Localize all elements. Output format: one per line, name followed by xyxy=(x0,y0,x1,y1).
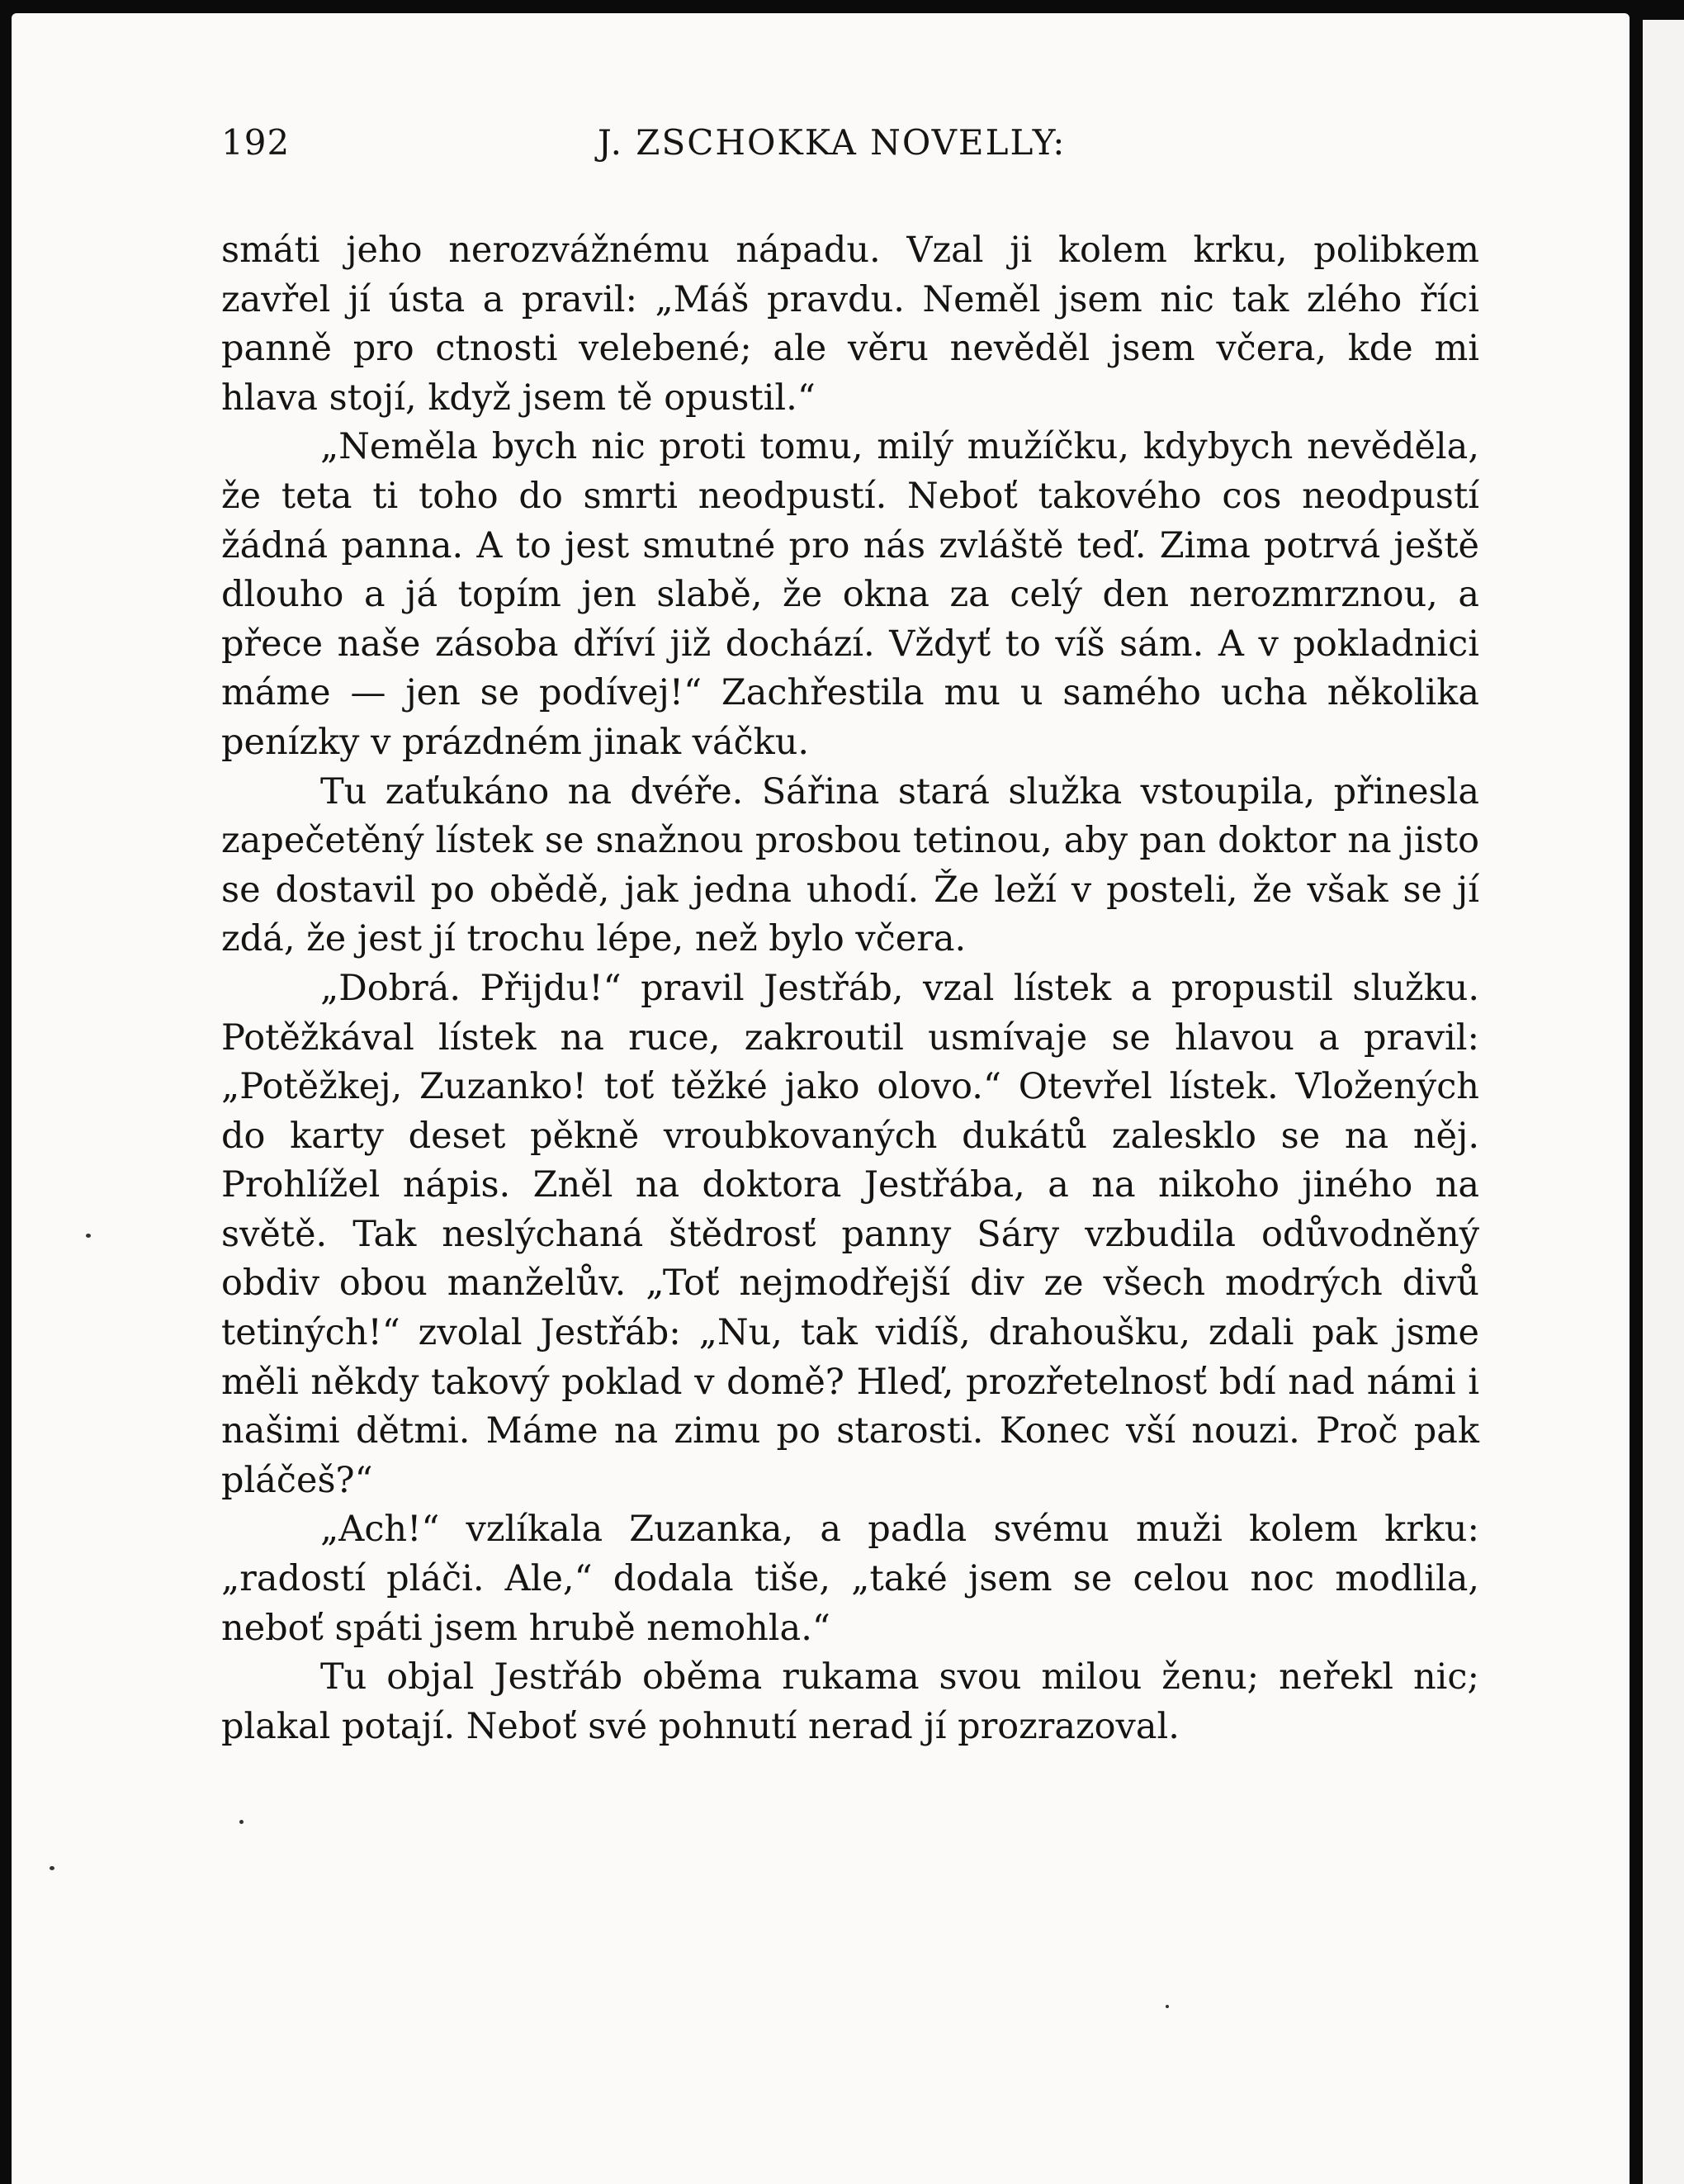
paragraph: Tu objal Jestřáb oběma rukama svou milou ženu; neřekl nic; plakal potají. Neboť své pohnutí nerad jí prozrazoval. xyxy=(221,1656,1479,1747)
scan-speck xyxy=(239,1820,244,1824)
page-number: 192 xyxy=(221,122,291,163)
paragraph: „Ach!“ vzlíkala Zuzanka, a padla svému muži kolem krku: „radostí pláči. Ale,“ dodala tiše, „také jsem se celou noc modlila, neboť spáti jsem hrubě nemohla.“ xyxy=(221,1509,1479,1649)
paragraph: smáti jeho nerozvážnému nápadu. Vzal ji kolem krku, polibkem zavřel jí ústa a pravil: „Máš pravdu. Neměl jsem nic tak zlého říci panně pro ctnosti velebené; ale věru nevěděl jsem včera, kde mi hlava stojí, když jsem tě opustil.“ xyxy=(221,230,1479,419)
scan-speck xyxy=(1166,2005,1169,2008)
paragraph: Tu zaťukáno na dvéře. Sářina stará služka vstoupila, přinesla zapečetěný lístek se snažnou prosbou tetinou, aby pan doktor na jisto se dostavil po obědě, jak jedna uhodí. Že leží v posteli, že však se jí zdá, že jest jí trochu lépe, než bylo včera. xyxy=(221,770,1479,960)
paragraph: „Neměla bych nic proti tomu, milý mužíčku, kdybych nevěděla, že teta ti toho do smrti neodpustí. Neboť takového cos neodpustí žádná panna. A to jest smutné pro nás zvláště teď. Zima potrvá ještě dlouho a já topím jen slabě, že okna za celý den nerozmrznou, a přece naše zásoba dříví již dochází. Vždyť to víš sám. A v pokladnici máme — jen se podívej!“ Zachřestila mu u samého ucha několika penízky v prázdném jinak váčku. xyxy=(221,426,1479,763)
paragraph: „Dobrá. Přijdu!“ pravil Jestřáb, vzal lístek a propustil služku. Potěžkával lístek na ruce, zakroutil usmívaje se hlavou a pravil: „Potěžkej, Zuzanko! toť těžké jako olovo.“ Otevřel lístek. Vložených do karty deset pěkně vroubkovaných dukátů zalesklo se na něj. Prohlížel nápis. Zněl na doktora Jestřába, a na nikoho jiného na světě. Tak neslýchaná štědrosť panny Sáry vzbudila odůvodněný obdiv obou manželův. „Toť nejmodřejší div ze všech modrých divů tetiných!“ zvolal Jestřáb: „Nu, tak vidíš, drahoušku, zdali pak jsme měli někdy takový poklad v domě? Hleď, prozřetelnosť bdí nad námi i našimi dětmi. Máme na zimu po starosti. Konec vší nouzi. Proč pak pláčeš?“ xyxy=(221,967,1479,1501)
running-title: J. ZSCHOKKA NOVELLY: xyxy=(598,122,1067,163)
adjacent-page-edge xyxy=(1643,20,1684,2184)
running-head xyxy=(221,122,1105,180)
scan-speck xyxy=(86,1234,91,1238)
scan-speck xyxy=(50,1866,54,1870)
body-text xyxy=(221,226,1479,1751)
